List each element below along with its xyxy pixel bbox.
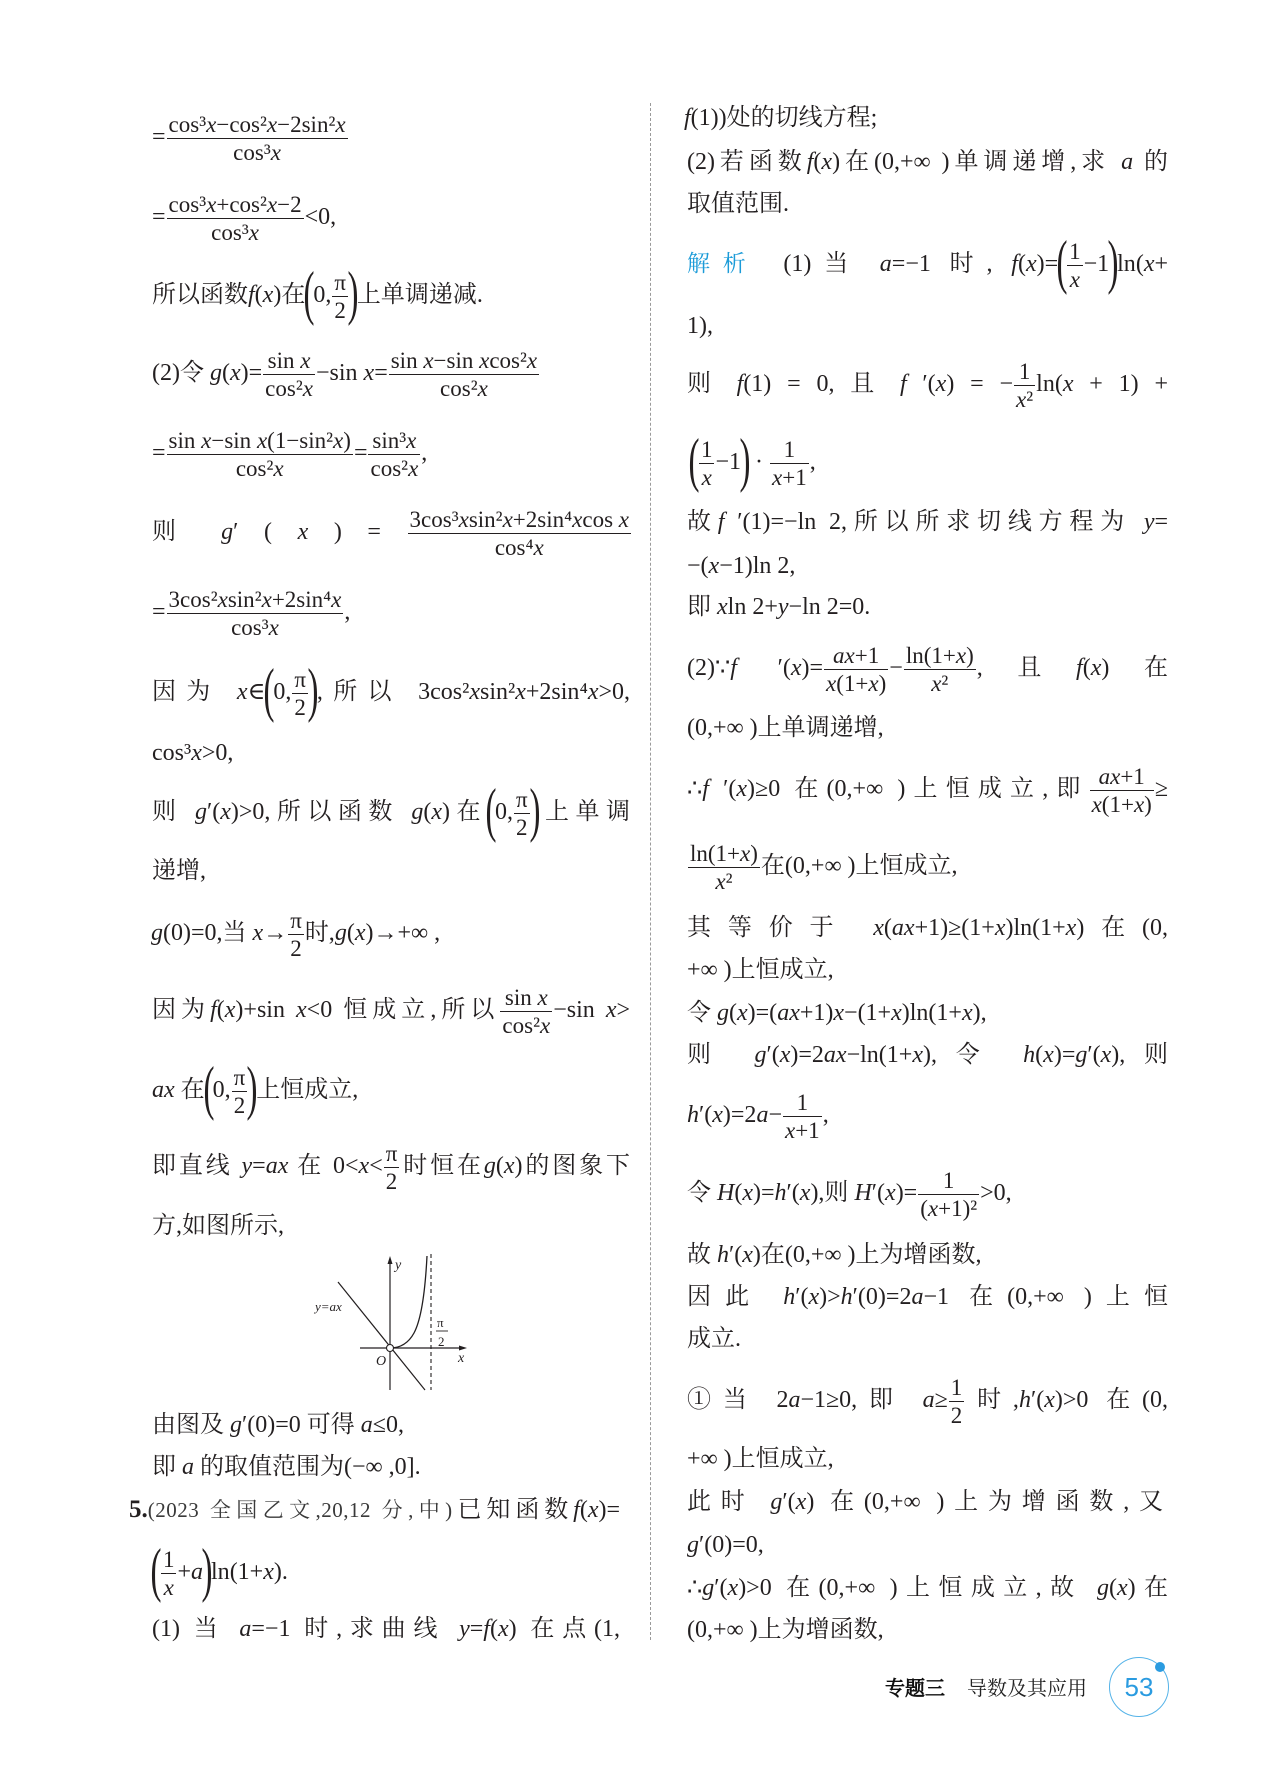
text-run: 故 h′(x)在(0,+∞ )上为增函数, — [687, 1242, 982, 1268]
fraction-numerator: π — [294, 666, 306, 692]
fraction — [918, 1167, 979, 1222]
fraction-numerator: cos³x−cos²x−2sin²x — [168, 111, 346, 137]
fraction-denominator: cos²x — [502, 1012, 551, 1038]
solution-line — [687, 712, 1168, 744]
fraction-numerator: ln(1+x) — [690, 840, 758, 866]
fraction-denominator: x(1+x) — [826, 670, 887, 696]
solution-line — [687, 997, 1168, 1029]
fraction-denominator: x — [701, 464, 712, 490]
left-paren: ( — [150, 1537, 162, 1604]
fraction — [384, 1140, 400, 1195]
footer-section-label: 专题三 — [885, 1676, 945, 1700]
solution-line — [152, 1055, 630, 1122]
fraction-numerator: sin x−sin x(1−sin²x) — [168, 427, 351, 453]
right-paren: ) — [1107, 229, 1119, 296]
right-paren: ) — [307, 657, 319, 724]
left-paren: ( — [485, 777, 497, 844]
column-divider — [650, 103, 651, 1640]
y-axis-label: y — [395, 1258, 402, 1273]
text-run: = — [152, 440, 166, 466]
left-paren: ( — [263, 657, 275, 724]
solution-line — [687, 358, 1169, 412]
line-label: y=ax — [315, 1299, 342, 1314]
text-run: 由图及 g′(0)=0 可得 a≤0, — [152, 1412, 404, 1438]
footer-chapter-title: 导数及其应用 — [967, 1676, 1087, 1700]
fraction-numerator: 1 — [162, 1546, 175, 1572]
fraction-numerator: 1 — [783, 1089, 822, 1117]
text-run: 递增, — [152, 858, 206, 884]
fraction-numerator: 1 — [1014, 358, 1035, 386]
fraction-denominator: 2 — [334, 297, 346, 323]
solution-line — [687, 1239, 1168, 1271]
fraction-denominator: 2 — [385, 1168, 398, 1194]
fraction — [161, 1546, 177, 1601]
text-run: 时恒在g(x)的图象下 — [400, 1153, 631, 1179]
text-run: , — [809, 449, 816, 475]
fraction-denominator: (x+1)² — [920, 1195, 978, 1221]
text-run: 已知函数f(x)= — [452, 1497, 620, 1523]
text-run: ln(x+ — [1117, 251, 1169, 277]
text-run: , — [421, 440, 428, 466]
fraction-numerator: 1 — [918, 1167, 979, 1195]
fraction — [1014, 358, 1035, 413]
fraction — [288, 907, 304, 962]
text-run: g(0)=0,当 x→ — [151, 920, 288, 946]
solution-line — [687, 642, 1168, 696]
page-number: 53 — [1124, 1671, 1154, 1702]
text-run: 则 g′(x)=2ax−ln(1+x),令 h(x)=g′(x),则 — [687, 1042, 1168, 1068]
text-run: >0, — [980, 1180, 1012, 1206]
solution-line — [687, 1443, 1168, 1475]
text-run: ①当 2a−1≥0,即 a≥ — [687, 1387, 948, 1413]
fraction-numerator: 3cos²xsin²x+2sin⁴x — [168, 586, 342, 612]
text-run: (2)若函数f(x)在(0,+∞ )单调递增,求 a 的 — [687, 149, 1169, 175]
right-paren: ) — [201, 1537, 213, 1604]
right-paren: ) — [246, 1055, 258, 1122]
text-run: 1), — [687, 313, 713, 339]
text-run: −(x−1)ln 2, — [687, 553, 796, 579]
fraction — [368, 427, 420, 482]
text-run: · — [749, 449, 770, 475]
problem-source: (2023 全国乙文,20,12 分,中) — [147, 1498, 453, 1522]
fraction — [783, 1089, 822, 1144]
text-run: (1)当 a=−1 时, f(x)= — [764, 251, 1059, 277]
text-run: , — [344, 599, 351, 625]
fraction — [1067, 238, 1083, 293]
text-run: ,且f(x)在 — [976, 655, 1168, 681]
text-run: − — [889, 655, 903, 681]
text-run: 则 g′ ( x ) = — [152, 519, 407, 545]
fraction-numerator: ax+1 — [1090, 763, 1154, 791]
solution-line — [687, 506, 1168, 538]
fraction-denominator: cos²x — [440, 375, 488, 401]
text-run: (0,+∞ )上为增函数, — [687, 1617, 884, 1643]
fraction-denominator: x — [1069, 266, 1080, 292]
fraction — [688, 840, 760, 895]
text-run: +∞ )上恒成立, — [687, 1446, 834, 1472]
solution-line — [687, 1281, 1168, 1313]
text-run: ln(1+x). — [211, 1559, 288, 1585]
solution-line — [687, 1374, 1168, 1428]
text-run: 令 g(x)=(ax+1)x−(1+x)ln(1+x), — [687, 1000, 987, 1026]
fraction-denominator: 2 — [294, 694, 306, 720]
fraction — [167, 111, 348, 166]
fraction — [824, 642, 888, 697]
fraction-numerator: π — [233, 1064, 246, 1090]
fraction-denominator: cos³x — [211, 219, 259, 245]
solution-line — [152, 1451, 630, 1483]
text-run: 故f ′(1)=−ln 2,所以所求切线方程为 y= — [687, 509, 1169, 535]
fraction — [514, 786, 530, 841]
solution-line — [152, 427, 632, 481]
problem-line — [129, 1494, 620, 1526]
fraction-denominator: x — [163, 1574, 174, 1600]
text-run: ∴f ′(x)≥0 在(0,+∞ )上恒成立,即 — [687, 776, 1089, 802]
text-run: = — [152, 599, 166, 625]
fraction-numerator: 3cos³xsin²x+2sin⁴xcos x — [409, 506, 630, 532]
fraction — [904, 642, 976, 697]
text-run: f(1))处的切线方程; — [684, 105, 878, 131]
text-run: 则 f(1) = 0, 且 f ′(x) = − — [687, 371, 1014, 397]
text-run: 令 H(x)=h′(x),则 H′(x)= — [687, 1180, 918, 1206]
fraction — [1090, 763, 1154, 818]
page-badge-dot-icon — [1155, 1662, 1165, 1672]
fraction — [500, 984, 552, 1039]
text-run: ,所以 3cos²xsin²x+2sin⁴x>0, — [316, 679, 631, 705]
problem-number: 5. — [129, 1496, 148, 1523]
solution-line — [152, 1210, 630, 1242]
solution-line — [151, 907, 629, 961]
fraction-numerator: 1 — [1069, 238, 1081, 264]
solution-line — [687, 954, 1168, 986]
text-run: −sin x= — [315, 360, 388, 386]
solution-line — [687, 763, 1168, 817]
fraction-denominator: x² — [1016, 386, 1034, 412]
text-run: (0,+∞ )上单调递增, — [687, 715, 884, 741]
left-paren: ( — [303, 260, 315, 327]
fraction-numerator: ax+1 — [824, 642, 888, 670]
solution-line — [687, 591, 1168, 623]
fraction-denominator: cos²x — [370, 455, 419, 481]
fraction-numerator: sin x−sin xcos²x — [390, 347, 538, 373]
text-run: 其等价于 x(ax+1)≥(1+x)ln(1+x)在(0, — [687, 915, 1169, 941]
solution-line — [687, 1039, 1168, 1071]
fraction — [167, 427, 353, 482]
asymptote-label-denominator: 2 — [438, 1334, 445, 1349]
right-paren: ) — [529, 777, 541, 844]
text-run: , — [822, 1102, 829, 1128]
solution-line — [152, 737, 630, 769]
function-graph-figure — [290, 1240, 490, 1400]
solution-line — [152, 111, 632, 165]
solution-line — [687, 1167, 1168, 1221]
left-paren: ( — [688, 427, 700, 494]
fraction-numerator: π — [290, 907, 302, 933]
solution-line — [687, 1614, 1168, 1646]
text-run: 此时 g′(x) 在(0,+∞ )上为增函数,又 — [687, 1489, 1164, 1515]
fraction-numerator: 1 — [950, 1374, 963, 1400]
solution-line — [152, 777, 631, 844]
text-run: <0, — [304, 204, 337, 230]
text-run: +a — [177, 1559, 204, 1585]
fraction — [167, 191, 304, 246]
fraction-denominator: cos²x — [265, 375, 313, 401]
fraction — [263, 347, 315, 402]
fraction-numerator: sin x — [263, 347, 315, 375]
text-run: 0, — [313, 282, 332, 308]
fraction-denominator: x+1 — [784, 1117, 820, 1143]
text-run: ln(x + 1) + — [1036, 371, 1169, 397]
fraction-denominator: 2 — [233, 1092, 246, 1118]
text-run: 0, — [273, 679, 292, 705]
solution-line — [687, 310, 1168, 342]
text-run: g′(0)=0, — [687, 1532, 764, 1558]
text-run: = — [152, 204, 166, 230]
text-run: 取值范围. — [687, 191, 789, 217]
text-run: 所以函数f(x)在 — [152, 282, 306, 308]
fraction-numerator: 1 — [700, 436, 713, 462]
text-run: 0, — [212, 1077, 231, 1103]
fraction-denominator: cos²x — [235, 455, 284, 481]
solution-line — [687, 912, 1168, 944]
text-run: = — [353, 440, 368, 466]
solution-line — [152, 586, 632, 640]
text-run: 即 a 的取值范围为(−∞ ,0]. — [152, 1454, 421, 1480]
fraction-numerator: sin x — [500, 984, 552, 1012]
fraction-denominator: 2 — [950, 1402, 963, 1428]
fraction — [332, 269, 348, 324]
problem-line — [152, 1613, 620, 1645]
text-run: 上单调 — [538, 799, 631, 825]
solution-line — [152, 260, 632, 327]
fraction-denominator: x(1+x) — [1091, 791, 1152, 817]
left-paren: ( — [203, 1055, 215, 1122]
solution-line — [152, 855, 630, 887]
solution-line — [687, 229, 1169, 296]
origin-point — [387, 1345, 394, 1352]
text-run: (2)令 g(x)= — [152, 360, 263, 386]
text-run: 则 g′(x)>0,所以函数 g(x)在 — [152, 799, 487, 825]
text-run: −1 — [715, 449, 742, 475]
text-run: 因为f(x)+sin x<0 恒成立,所以 — [152, 997, 500, 1023]
solution-line — [152, 191, 632, 245]
text-run: 上恒成立, — [256, 1077, 359, 1103]
fraction-numerator: π — [385, 1140, 398, 1166]
fraction-numerator: cos³x+cos²x−2 — [168, 191, 302, 217]
text-run: cos³x>0, — [152, 740, 234, 766]
text-run: 即 xln 2+y−ln 2=0. — [687, 594, 871, 620]
fraction-numerator: π — [334, 269, 346, 295]
text-run: 方,如图所示, — [152, 1213, 284, 1239]
solution-line — [152, 984, 631, 1038]
text-run: −sin x> — [553, 997, 631, 1023]
solution-line — [687, 840, 1168, 894]
right-paren: ) — [739, 427, 751, 494]
text-run: 上单调递减. — [356, 282, 483, 308]
text-run: 0, — [494, 799, 513, 825]
text-run: +∞ )上恒成立, — [687, 957, 834, 983]
text-run: ∴g′(x)>0 在(0,+∞ )上恒成立,故 g(x)在 — [687, 1575, 1169, 1601]
text-run: ax 在 — [152, 1077, 205, 1103]
fraction — [167, 586, 344, 641]
fraction-denominator: 2 — [516, 814, 528, 840]
fraction — [699, 436, 715, 491]
problem-line — [687, 188, 1168, 220]
fraction-numerator: sin³x — [368, 427, 420, 455]
text-run: ≥ — [1154, 776, 1168, 802]
solution-line — [687, 1323, 1168, 1355]
solution-line — [152, 506, 632, 560]
solution-line — [152, 657, 631, 724]
problem-line — [687, 146, 1168, 178]
fraction — [949, 1374, 965, 1429]
text-run: 因为 x∈ — [152, 679, 266, 705]
fraction — [408, 506, 631, 561]
problem-line — [150, 1537, 630, 1604]
x-axis-arrow-icon — [459, 1346, 467, 1351]
solution-line — [687, 1089, 1168, 1143]
text-run: 在(0,+∞ )上恒成立, — [760, 853, 958, 879]
text-run: 时,g(x)→+∞ , — [304, 920, 441, 946]
text-run: h′(x)=2a− — [687, 1102, 782, 1128]
fraction-denominator: cos³x — [233, 139, 281, 165]
problem-line — [684, 102, 1166, 134]
solution-line — [688, 427, 1171, 494]
asymptote-label-numerator: π — [437, 1315, 444, 1330]
solution-line — [152, 347, 632, 401]
text-run: (1) 当 a=−1 时,求曲线 y=f(x) 在点(1, — [152, 1616, 620, 1642]
solution-line — [152, 1140, 631, 1194]
fraction-numerator: π — [515, 786, 528, 812]
text-run: (2)∵f ′(x)= — [687, 655, 824, 681]
text-run: = — [152, 124, 166, 150]
fraction-numerator: 1 — [770, 436, 809, 464]
text-run: 时,h′(x)>0 在(0, — [965, 1387, 1168, 1413]
text-run: 即直线 y=ax 在 0<x< — [152, 1153, 383, 1179]
solution-line — [687, 1529, 1168, 1561]
text-run: 成立. — [687, 1326, 741, 1352]
left-paren: ( — [1056, 229, 1068, 296]
fraction — [292, 666, 308, 721]
fraction-denominator: x² — [931, 670, 949, 696]
solution-line — [687, 550, 1168, 582]
solution-line — [687, 1572, 1168, 1604]
solution-label: 解析 — [687, 251, 759, 277]
fraction-denominator: cos³x — [231, 614, 279, 640]
origin-label: O — [376, 1354, 387, 1369]
fraction-denominator: x² — [715, 868, 733, 894]
y-axis-arrow-icon — [388, 1256, 393, 1264]
text-run: −1 — [1083, 251, 1110, 277]
solution-line — [687, 1486, 1163, 1518]
x-axis-label: x — [458, 1351, 465, 1366]
text-run: 因此 h′(x)>h′(0)=2a−1 在(0,+∞ )上恒 — [687, 1284, 1168, 1310]
right-paren: ) — [347, 260, 359, 327]
fraction — [232, 1064, 248, 1119]
fraction-numerator: ln(1+x) — [905, 642, 974, 668]
fraction-denominator: 2 — [290, 935, 302, 961]
fraction-denominator: x+1 — [772, 464, 807, 490]
solution-line — [152, 1409, 630, 1441]
fraction — [389, 347, 539, 402]
fraction-denominator: cos⁴x — [494, 534, 544, 560]
fraction — [770, 436, 809, 491]
